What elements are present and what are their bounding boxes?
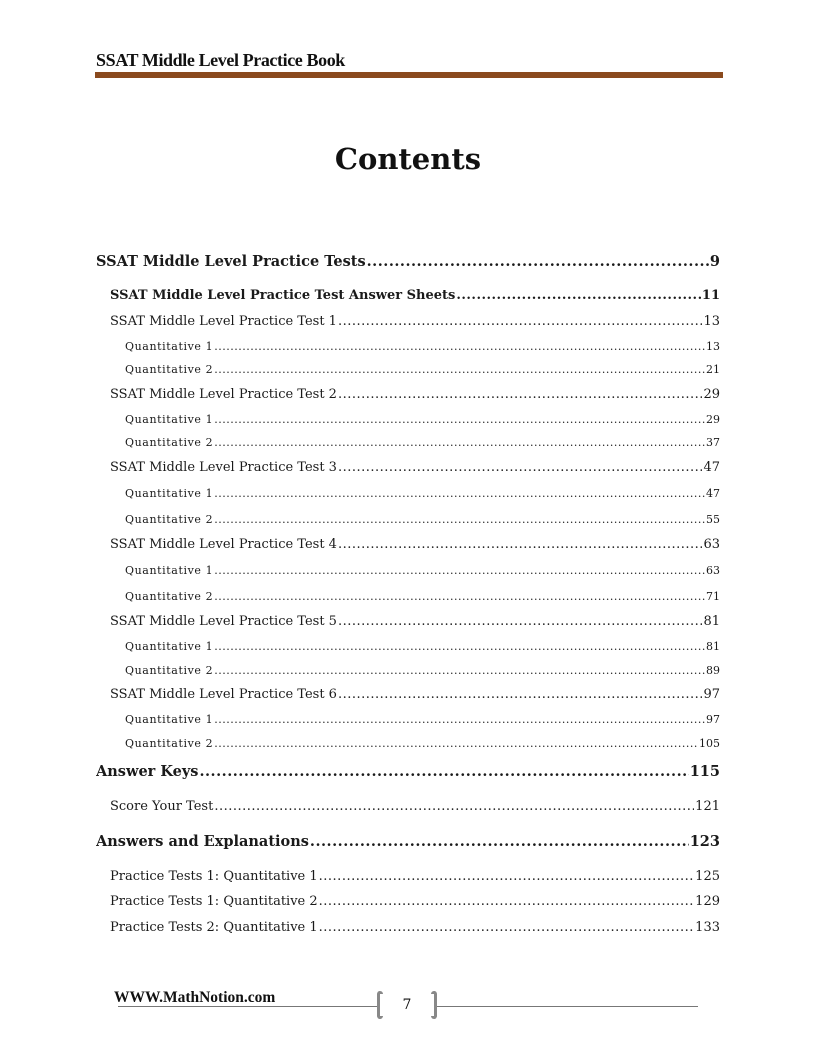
toc-entry-page: 105: [699, 737, 720, 750]
dot-leader: [338, 314, 703, 329]
toc-entry[interactable]: [96, 763, 720, 783]
toc-entry-page: 55: [706, 513, 720, 526]
dot-leader: [214, 413, 705, 426]
toc-entry[interactable]: [125, 487, 720, 507]
toc-entry-label: Quantitative 2: [125, 363, 214, 376]
toc-entry[interactable]: [125, 590, 720, 610]
dot-leader: [338, 460, 703, 475]
dot-leader: [214, 513, 705, 526]
toc-entry[interactable]: [125, 664, 720, 684]
toc-entry-page: 37: [706, 436, 720, 449]
dot-leader: [319, 869, 695, 884]
toc-entry-label: SSAT Middle Level Practice Test 1: [110, 314, 337, 329]
toc-entry-label: Answer Keys: [96, 763, 199, 780]
dot-leader: [214, 799, 694, 814]
toc-entry[interactable]: [125, 340, 720, 360]
toc-entry-label: SSAT Middle Level Practice Test 3: [110, 460, 337, 475]
dot-leader: [199, 763, 688, 780]
toc-entry-page: 89: [706, 664, 720, 677]
toc-entry-label: SSAT Middle Level Practice Test 4: [110, 537, 337, 552]
toc-entry[interactable]: [110, 537, 720, 557]
dot-leader: [214, 590, 705, 603]
toc-entry-page: 21: [706, 363, 720, 376]
toc-entry-page: 47: [706, 487, 720, 500]
toc-entry-label: SSAT Middle Level Practice Test 6: [110, 687, 337, 702]
toc-entry[interactable]: [110, 894, 720, 914]
dot-leader: [214, 664, 705, 677]
toc-entry-label: Quantitative 2: [125, 737, 214, 750]
toc-entry-label: SSAT Middle Level Practice Test Answer Sheets: [110, 288, 456, 303]
dot-leader: [338, 387, 703, 402]
right-bracket-icon: [431, 991, 437, 1019]
dot-leader: [338, 614, 703, 629]
toc-entry-label: Quantitative 1: [125, 564, 214, 577]
toc-entry-page: 115: [689, 763, 720, 780]
dot-leader: [214, 564, 705, 577]
page-title: Contents: [334, 142, 482, 176]
toc-entry-label: Quantitative 1: [125, 640, 214, 653]
dot-leader: [456, 288, 701, 303]
toc-entry-page: 47: [703, 460, 720, 475]
toc-entry-page: 9: [709, 253, 720, 270]
running-header-title: SSAT Middle Level Practice Book: [96, 50, 345, 70]
toc-entry-label: Practice Tests 1: Quantitative 2: [110, 894, 318, 909]
toc-entry[interactable]: [110, 288, 720, 308]
dot-leader: [214, 713, 705, 726]
toc-entry[interactable]: [125, 640, 720, 660]
toc-entry-page: 125: [695, 869, 720, 884]
toc-entry[interactable]: [110, 314, 720, 334]
dot-leader: [319, 920, 695, 935]
toc-entry-page: 71: [706, 590, 720, 603]
toc-entry[interactable]: [96, 833, 720, 853]
toc-entry-page: 63: [706, 564, 720, 577]
toc-entry-label: Quantitative 1: [125, 340, 214, 353]
toc-entry-page: 133: [695, 920, 720, 935]
dot-leader: [338, 537, 703, 552]
toc-entry[interactable]: [125, 363, 720, 383]
toc-entry-page: 129: [695, 894, 720, 909]
toc-entry[interactable]: [110, 687, 720, 707]
toc-entry[interactable]: [125, 513, 720, 533]
dot-leader: [214, 640, 705, 653]
toc-entry[interactable]: [110, 799, 720, 819]
toc-entry-label: Quantitative 2: [125, 590, 214, 603]
toc-entry-label: Answers and Explanations: [96, 833, 309, 850]
dot-leader: [367, 253, 709, 270]
dot-leader: [214, 487, 705, 500]
toc-entry-page: 97: [703, 687, 720, 702]
toc-entry-label: SSAT Middle Level Practice Test 5: [110, 614, 337, 629]
toc-entry-label: Score Your Test: [110, 799, 214, 814]
toc-entry[interactable]: [125, 436, 720, 456]
toc-entry-page: 81: [706, 640, 720, 653]
toc-entry-label: Quantitative 2: [125, 513, 214, 526]
toc-entry[interactable]: [110, 460, 720, 480]
toc-entry[interactable]: [125, 713, 720, 733]
toc-entry-label: Practice Tests 1: Quantitative 1: [110, 869, 318, 884]
toc-entry-label: Quantitative 2: [125, 436, 214, 449]
toc-entry[interactable]: [96, 253, 720, 273]
toc-entry[interactable]: [110, 614, 720, 634]
dot-leader: [214, 363, 705, 376]
toc-entry-page: 13: [706, 340, 720, 353]
toc-entry[interactable]: [110, 387, 720, 407]
dot-leader: [214, 737, 698, 750]
toc-entry-page: 11: [701, 288, 720, 303]
toc-entry-label: Quantitative 1: [125, 413, 214, 426]
toc-entry-page: 121: [695, 799, 720, 814]
dot-leader: [214, 436, 705, 449]
toc-entry[interactable]: [110, 920, 720, 940]
toc-entry[interactable]: [125, 413, 720, 433]
dot-leader: [319, 894, 695, 909]
toc-entry-page: 81: [703, 614, 720, 629]
toc-entry-page: 29: [706, 413, 720, 426]
toc-entry-label: SSAT Middle Level Practice Tests: [96, 253, 366, 270]
toc-entry[interactable]: [125, 564, 720, 584]
footer-website: WWW.MathNotion.com: [114, 989, 276, 1006]
toc-entry[interactable]: [110, 869, 720, 889]
toc-entry-page: 123: [689, 833, 720, 850]
toc-entry-label: Quantitative 1: [125, 487, 214, 500]
toc-entry-label: Quantitative 2: [125, 664, 214, 677]
toc-entry-page: 29: [703, 387, 720, 402]
page-number: 7: [383, 993, 431, 1017]
toc-entry-label: Quantitative 1: [125, 713, 214, 726]
dot-leader: [338, 687, 703, 702]
dot-leader: [310, 833, 689, 850]
toc-entry[interactable]: [125, 737, 720, 757]
toc-entry-page: 63: [703, 537, 720, 552]
toc-entry-page: 13: [703, 314, 720, 329]
dot-leader: [214, 340, 705, 353]
toc-entry-page: 97: [706, 713, 720, 726]
toc-entry-label: Practice Tests 2: Quantitative 1: [110, 920, 318, 935]
toc-entry-label: SSAT Middle Level Practice Test 2: [110, 387, 337, 402]
